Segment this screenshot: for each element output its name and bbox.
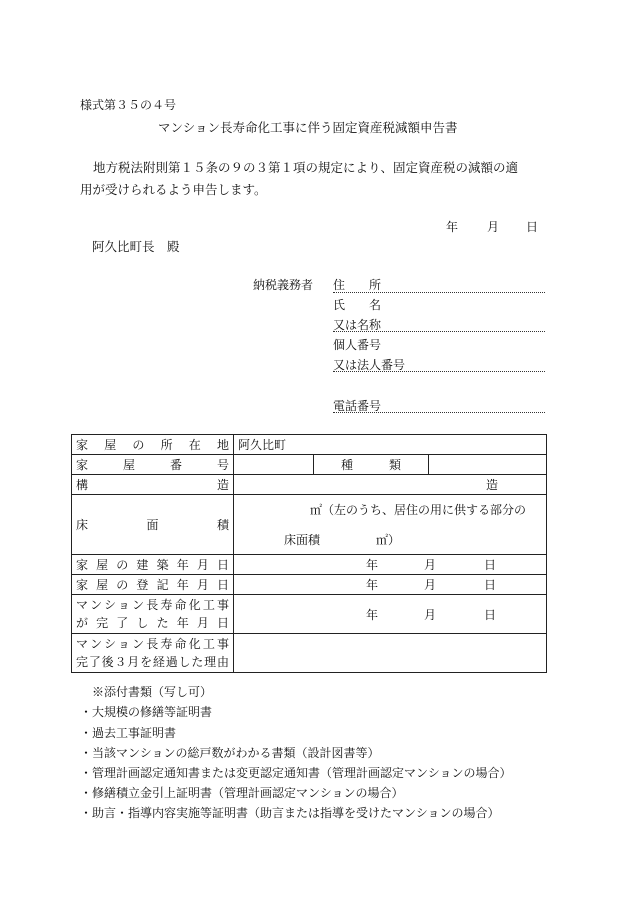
id-line[interactable]	[333, 371, 545, 372]
floor-area-label: 床 面 積	[72, 495, 234, 555]
built-day: 日	[484, 557, 497, 572]
attachment-item: ・管理計画認定通知書または変更認定通知書（管理計画認定マンションの場合）	[80, 766, 512, 780]
address-label: 住 所	[333, 278, 382, 292]
name-line[interactable]	[333, 331, 545, 332]
house-number-value[interactable]	[234, 455, 314, 475]
registered-date-value[interactable]	[234, 575, 547, 595]
addressee: 阿久比町長 殿	[92, 239, 180, 254]
floor-note-2: 床面積	[284, 533, 321, 547]
registered-month: 月	[424, 577, 437, 592]
attachment-item: ・修繕積立金引上証明書（管理計画認定マンションの場合）	[80, 786, 404, 800]
address-line[interactable]	[333, 292, 545, 293]
floor-area-value[interactable]	[234, 495, 547, 555]
phone-label: 電話番号	[333, 399, 382, 413]
intro-text-line-2: 用が受けられるよう申告します。	[80, 182, 267, 197]
reason-label-2: 完了後３月を経過した理由	[76, 655, 229, 669]
registered-day: 日	[484, 577, 497, 592]
floor-note: （左のうち、居住の用に供する部分の	[322, 503, 527, 517]
completed-month: 月	[424, 607, 437, 622]
reason-label-1: マンション長寿命化工事	[76, 637, 229, 651]
completed-year: 年	[366, 607, 379, 622]
attachment-item: ・大規模の修繕等証明書	[80, 705, 213, 719]
floor-unit: ㎡	[310, 503, 323, 517]
completed-date-label-2: が完了した年月日	[76, 616, 229, 630]
id-label: 個人番号	[333, 338, 382, 352]
kind-label: 種 類	[314, 455, 429, 475]
built-date-value[interactable]	[234, 555, 547, 575]
structure-label: 構 造	[72, 475, 234, 495]
attachment-item: ・過去工事証明書	[80, 726, 177, 740]
attachment-item: ・当該マンションの総戸数がわかる書類（設計図書等）	[80, 746, 380, 760]
built-month: 月	[424, 557, 437, 572]
name-label: 氏 名	[333, 298, 382, 312]
property-table	[71, 434, 547, 673]
floor-note-2-unit: ㎡）	[376, 533, 401, 547]
house-number-label: 家屋番号	[72, 455, 234, 475]
form-number: 様式第３５の４号	[80, 98, 177, 112]
completed-date-value[interactable]	[234, 595, 547, 634]
date-month: 月	[487, 220, 500, 234]
location-label: 家屋の所在地	[72, 435, 234, 455]
completed-day: 日	[484, 607, 497, 622]
registered-date-label: 家屋の登記年月日	[72, 575, 234, 595]
date-day: 日	[526, 220, 539, 234]
structure-value[interactable]: 造	[234, 475, 547, 495]
attachment-item: ・助言・指導内容実施等証明書（助言または指導を受けたマンションの場合）	[80, 806, 500, 820]
reason-value[interactable]	[234, 634, 547, 673]
name-alt-label: 又は名称	[333, 318, 382, 332]
intro-text-line-1: 地方税法附則第１５条の９の３第１項の規定により、固定資産税の減額の適	[93, 160, 519, 175]
registered-year: 年	[366, 577, 379, 592]
built-date-label: 家屋の建築年月日	[72, 555, 234, 575]
completed-date-label-1: マンション長寿命化工事	[76, 598, 229, 612]
id-alt-label: 又は法人番号	[333, 358, 406, 372]
date-year: 年	[446, 220, 459, 234]
kind-value[interactable]	[429, 455, 547, 475]
attachments-heading: ※添付書類（写し可）	[92, 685, 213, 699]
completed-date-label	[72, 595, 234, 634]
built-year: 年	[366, 557, 379, 572]
phone-line[interactable]	[333, 412, 545, 413]
taxpayer-label: 納税義務者	[253, 278, 314, 292]
document-title: マンション長寿命化工事に伴う固定資産税減額申告書	[158, 120, 458, 135]
reason-label	[72, 634, 234, 673]
location-value[interactable]: 阿久比町	[234, 435, 547, 455]
